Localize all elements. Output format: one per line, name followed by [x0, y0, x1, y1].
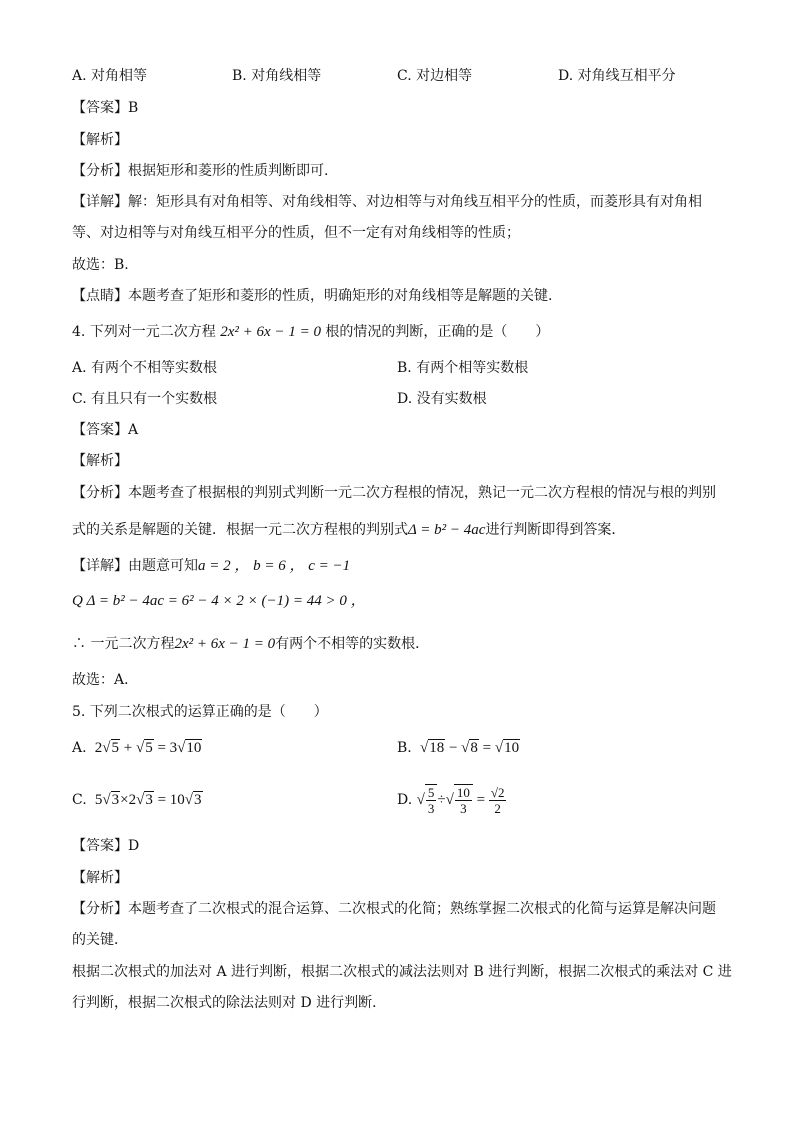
q4-answer: A: [128, 422, 139, 438]
q4-xiangjie-line: [72, 556, 350, 576]
q5-option-b-label: B.: [397, 740, 412, 756]
q5-option-d-label: D.: [397, 792, 413, 808]
answer-tag: 【答案】: [72, 100, 128, 116]
q4-stem-equation: 2x² + 6x − 1 = 0: [220, 324, 321, 340]
q4-analysis-heading: [72, 451, 128, 471]
q4-calculation: Q Δ = b² − 4ac = 6² − 4 × 2 × (−1) = 44 > 0 ，: [72, 593, 366, 609]
q4-option-d: D. 没有实数根: [397, 391, 487, 407]
q3-choice: 故选：B.: [72, 257, 129, 273]
q5-option-b: [397, 738, 520, 758]
q5-paragraph-line-1: 根据二次根式的加法对 A 进行判断，根据二次根式的减法法则对 B 进行判断，根据二次根式的乘法对 C 进: [72, 964, 732, 980]
q5-fenxi-line-2: 的关键．: [72, 932, 128, 948]
q5-option-a: [72, 738, 202, 758]
fenxi-tag: 【分析】: [72, 901, 128, 917]
q4-conclusion-equation: 2x² + 6x − 1 = 0: [174, 636, 276, 652]
q5-option-b-expression: √18 − √8 = √10: [416, 740, 520, 756]
analysis-tag: 【解析】: [72, 870, 128, 886]
q3-xiangjie-text-1: 解：矩形具有对角相等、对角线相等、对边相等与对角线互相平分的性质，而菱形具有对角相: [128, 194, 702, 210]
q3-dianjing-text: 本题考查了矩形和菱形的性质，明确矩形的对角线相等是解题的关键.: [128, 288, 553, 304]
q5-fenxi-line-1: [72, 899, 716, 919]
q5-option-d-expression: √ $\frac{5}{3}$ ÷√ $\frac{10}{3}$ = $\frac{√2}{2}$: [416, 785, 505, 817]
analysis-tag: 【解析】: [72, 132, 128, 148]
q4-fenxi-text-1: 本题考查了根据根的判别式判断一元二次方程根的情况，熟记一元二次方程根的情况与根的判别: [128, 485, 716, 501]
q5-analysis-heading: [72, 868, 128, 888]
q4-conclusion: [72, 634, 429, 654]
q5-paragraph-line-2: 行判断，根据二次根式的除法法则对 D 进行判断．: [72, 995, 387, 1011]
q3-option-c: C. 对边相等: [397, 68, 473, 84]
q4-fenxi-line-2: [72, 520, 625, 540]
q3-fenxi-line: [72, 161, 328, 181]
dianjing-tag: 【点睛】: [72, 288, 128, 304]
q4-choice: 故选：A．: [72, 672, 139, 688]
q4-option-a: A. 有两个不相等实数根: [72, 360, 218, 376]
q5-option-a-expression: 2√5 + √5 = 3√10: [91, 740, 202, 756]
q4-stem-pre: 4. 下列对一元二次方程: [72, 324, 216, 340]
q5-option-c-expression: 5√3×2√3 = 10√3: [91, 792, 202, 808]
q4-xiangjie-pre: 由题意可知: [128, 558, 198, 574]
q4-stem-post: 根的情况的判断，正确的是（ ）: [325, 324, 550, 340]
q4-stem: [72, 322, 549, 342]
answer-tag: 【答案】: [72, 838, 128, 854]
q4-fenxi-pre: 式的关系是解题的关键．根据一元二次方程根的判别式: [72, 522, 408, 538]
q5-stem: 5. 下列二次根式的运算正确的是（ ）: [72, 704, 328, 720]
q3-analysis-heading: [72, 130, 128, 150]
xiangjie-tag: 【详解】: [72, 558, 128, 574]
q5-option-a-label: A.: [72, 740, 87, 756]
answer-tag: 【答案】: [72, 422, 128, 438]
q5-option-c: [72, 790, 203, 810]
q4-option-b: B. 有两个相等实数根: [397, 360, 529, 376]
q4-conclusion-post: 有两个不相等的实数根．: [275, 636, 430, 652]
q3-xiangjie-line-2: 等、对边相等与对角线互相平分的性质，但不一定有对角线相等的性质；: [72, 225, 520, 241]
q3-xiangjie-line-1: [72, 192, 702, 212]
q5-fenxi-text-1: 本题考查了二次根式的混合运算、二次根式的化简；熟练掌握二次根式的化简与运算是解决问题: [128, 901, 716, 917]
q3-answer-line: [72, 98, 138, 118]
q3-dianjing-line: [72, 286, 552, 306]
q5-option-c-label: C.: [72, 792, 87, 808]
q4-fenxi-line-1: [72, 483, 716, 503]
q3-option-a: A. 对角相等: [72, 68, 148, 84]
q4-answer-line: [72, 420, 138, 440]
q5-answer: D: [128, 838, 140, 854]
fenxi-tag: 【分析】: [72, 163, 128, 179]
q3-fenxi-text: 根据矩形和菱形的性质判断即可.: [128, 163, 329, 179]
q3-option-b: B. 对角线相等: [232, 68, 322, 84]
q3-answer: B: [128, 100, 139, 116]
q4-option-c: C. 有且只有一个实数根: [72, 391, 218, 407]
q5-option-d: [397, 778, 506, 822]
q3-option-d: D. 对角线互相平分: [558, 68, 676, 84]
q4-coefficients: a = 2 ， b = 6 ， c = −1: [198, 558, 351, 574]
xiangjie-tag: 【详解】: [72, 194, 128, 210]
q4-discriminant: Δ = b² − 4ac: [408, 522, 486, 538]
q4-fenxi-post: 进行判断即得到答案．: [485, 522, 626, 538]
q5-answer-line: [72, 836, 139, 856]
fenxi-tag: 【分析】: [72, 485, 128, 501]
analysis-tag: 【解析】: [72, 453, 128, 469]
q4-conclusion-pre: ∴ 一元二次方程: [72, 636, 175, 652]
